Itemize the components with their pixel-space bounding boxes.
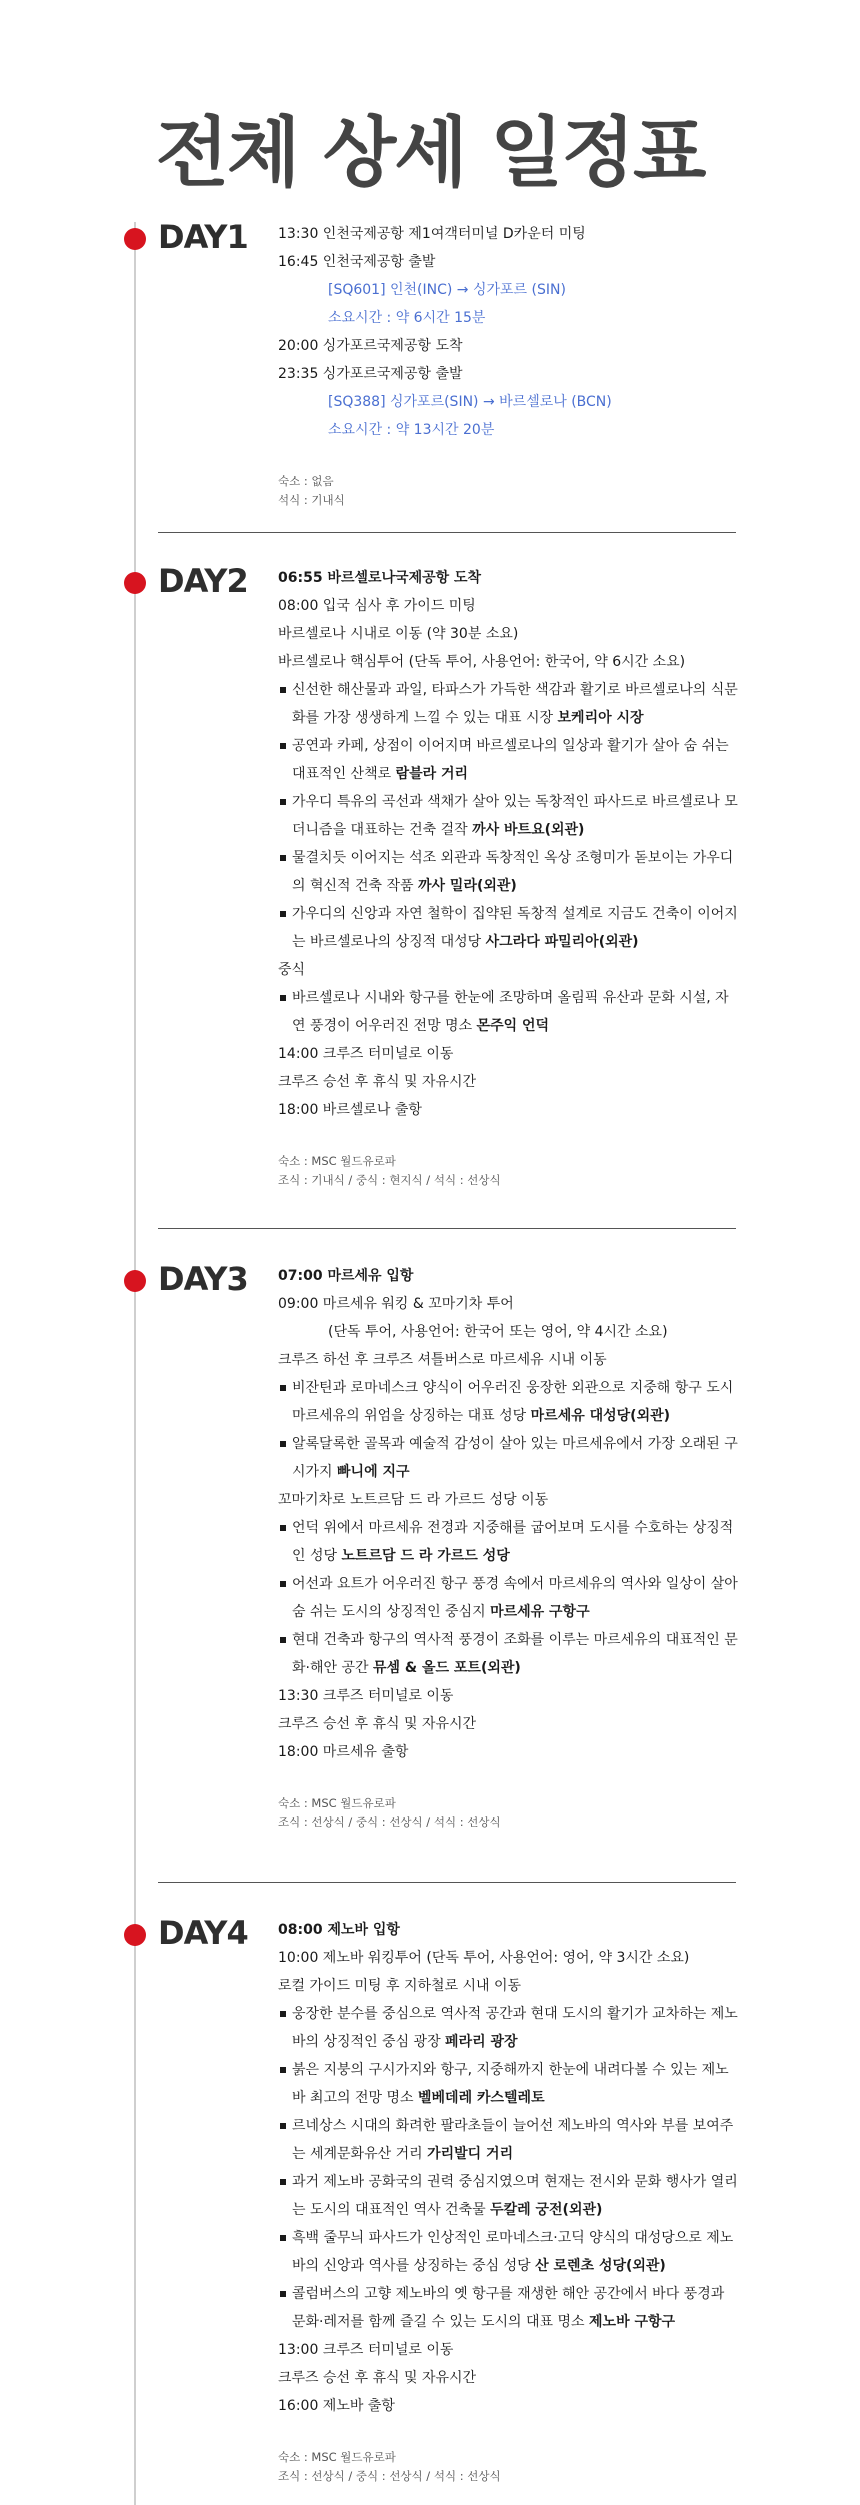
- bullet-text: 붉은 지붕의 구시가지와 항구, 지중해까지 한눈에 내려다볼 수 있는 제노바 최고의 전망 명소: [292, 2062, 729, 2106]
- itinerary-line: 18:00 마르세유 출항: [278, 1744, 409, 1760]
- itinerary-line: 09:00 마르세유 워킹 & 꼬마기차 투어: [278, 1296, 514, 1312]
- meals-text: 석식 : 기내식: [278, 493, 345, 507]
- bullet-highlight: 산 로렌초 성당(외관): [535, 2258, 666, 2274]
- itinerary-bullet: [278, 2056, 738, 2112]
- itinerary-line-highlight: 08:00 제노바 입항: [278, 1922, 400, 1938]
- itinerary-line: 18:00 바르셀로나 출항: [278, 1102, 422, 1118]
- bullet-text: 언덕 위에서 마르세유 전경과 지중해를 굽어보며 도시를 수호하는 상징적인 성당: [292, 1520, 734, 1564]
- itinerary-line: 16:45 인천국제공항 출발: [278, 254, 436, 270]
- itinerary-line: 크루즈 승선 후 휴식 및 자유시간: [278, 1074, 477, 1090]
- itinerary-line: 크루즈 승선 후 휴식 및 자유시간: [278, 2370, 477, 2386]
- itinerary-line: 크루즈 승선 후 휴식 및 자유시간: [278, 1716, 477, 1732]
- bullet-highlight: 보케리아 시장: [557, 710, 644, 726]
- day-itinerary: [278, 1262, 738, 1832]
- itinerary-line: 13:30 크루즈 터미널로 이동: [278, 1688, 454, 1704]
- bullet-highlight: 까사 밀라(외관): [418, 878, 517, 894]
- itinerary-bullet: [278, 2280, 738, 2336]
- itinerary-line: 바르셀로나 시내로 이동 (약 30분 소요): [278, 626, 519, 642]
- itinerary-bullet: [278, 984, 738, 1040]
- bullet-text: 르네상스 시대의 화려한 팔라초들이 늘어선 제노바의 역사와 부를 보여주는 세계문화유산 거리: [292, 2118, 734, 2162]
- bullet-highlight: 마르세유 대성당(외관): [530, 1408, 671, 1424]
- bullet-text: 가우디 특유의 곡선과 색채가 살아 있는 독창적인 파사드로 바르셀로나 모더니즘을 대표하는 건축 걸작: [292, 794, 738, 838]
- itinerary-line: 바르셀로나 핵심투어 (단독 투어, 사용언어: 한국어, 약 6시간 소요): [278, 654, 686, 670]
- bullet-highlight: 람블라 거리: [395, 766, 469, 782]
- bullet-highlight: 빠니에 지구: [337, 1464, 410, 1480]
- bullet-highlight: 가리발디 거리: [427, 2146, 514, 2162]
- itinerary-note: (단독 투어, 사용언어: 한국어 또는 영어, 약 4시간 소요): [328, 1324, 668, 1340]
- itinerary-bullet: [278, 1514, 738, 1570]
- itinerary-line: 13:30 인천국제공항 제1여객터미널 D카운터 미팅: [278, 226, 586, 242]
- itinerary-line: 08:00 입국 심사 후 가이드 미팅: [278, 598, 476, 614]
- bullet-text: 신선한 해산물과 과일, 타파스가 가득한 색감과 활기로 바르셀로나의 식문화를 가장 생생하게 느낄 수 있는 대표 시장: [292, 682, 738, 726]
- flight-info: [SQ601] 인천(INC) → 싱가포르 (SIN): [328, 282, 566, 298]
- bullet-text: 웅장한 분수를 중심으로 역사적 공간과 현대 도시의 활기가 교차하는 제노바의 상징적인 중심 광장: [292, 2006, 738, 2050]
- bullet-highlight: 제노바 구항구: [589, 2314, 676, 2330]
- itinerary-bullet: [278, 1374, 738, 1430]
- lodging-text: 숙소 : MSC 월드유로파: [278, 1796, 396, 1810]
- itinerary-bullet: [278, 732, 738, 788]
- itinerary-bullet: [278, 788, 738, 844]
- lodging-text: 숙소 : 없음: [278, 474, 334, 488]
- itinerary-line: 20:00 싱가포르국제공항 도착: [278, 338, 463, 354]
- bullet-text: 물결치듯 이어지는 석조 외관과 독창적인 옥상 조형미가 돋보이는 가우디의 혁신적 건축 작품: [292, 850, 734, 894]
- timeline-dot: [124, 1924, 146, 1946]
- day-label: DAY3: [158, 1260, 248, 1298]
- itinerary-line: 23:35 싱가포르국제공항 출발: [278, 366, 463, 382]
- day-itinerary: [278, 220, 738, 510]
- bullet-highlight: 마르세유 구항구: [490, 1604, 590, 1620]
- meals-text: 조식 : 선상식 / 중식 : 선상식 / 석식 : 선상식: [278, 1815, 501, 1829]
- itinerary-line: 중식: [278, 962, 306, 978]
- bullet-text: 현대 건축과 항구의 역사적 풍경이 조화를 이루는 마르세유의 대표적인 문화·해안 공간: [292, 1632, 738, 1676]
- bullet-highlight: 페라리 광장: [445, 2034, 518, 2050]
- bullet-text: 흑백 줄무늬 파사드가 인상적인 로마네스크·고딕 양식의 대성당으로 제노바의 신앙과 역사를 상징하는 중심 성당: [292, 2230, 734, 2274]
- itinerary-bullet: [278, 2224, 738, 2280]
- itinerary-line-highlight: 07:00 마르세유 입항: [278, 1268, 414, 1284]
- bullet-highlight: 노트르담 드 라 가르드 성당: [341, 1548, 510, 1564]
- bullet-text: 바르셀로나 시내와 항구를 한눈에 조망하며 올림픽 유산과 문화 시설, 자연 풍경이 어우러진 전망 명소: [292, 990, 729, 1034]
- itinerary-bullet: [278, 2168, 738, 2224]
- itinerary-bullet: [278, 900, 738, 956]
- section-divider: [158, 532, 736, 533]
- itinerary-bullet: [278, 2112, 738, 2168]
- day-label: DAY4: [158, 1914, 248, 1952]
- flight-info: 소요시간 : 약 13시간 20분: [328, 422, 495, 438]
- itinerary-line: 13:00 크루즈 터미널로 이동: [278, 2342, 454, 2358]
- day-label: DAY1: [158, 218, 248, 256]
- itinerary-bullet: [278, 1626, 738, 1682]
- bullet-text: 콜럼버스의 고향 제노바의 옛 항구를 재생한 해안 공간에서 바다 풍경과 문화·레저를 함께 즐길 수 있는 도시의 대표 명소: [292, 2286, 725, 2330]
- section-divider: [158, 1228, 736, 1229]
- bullet-highlight: 벨베데레 카스텔레토: [418, 2090, 545, 2106]
- timeline-line: [134, 222, 136, 2505]
- flight-info: 소요시간 : 약 6시간 15분: [328, 310, 486, 326]
- itinerary-line: 16:00 제노바 출항: [278, 2398, 395, 2414]
- bullet-text: 가우디의 신앙과 자연 철학이 집약된 독창적 설계로 지금도 건축이 이어지는 바르셀로나의 상징적 대성당: [292, 906, 738, 950]
- bullet-text: 공연과 카페, 상점이 이어지며 바르셀로나의 일상과 활기가 살아 숨 쉬는 대표적인 산책로: [292, 738, 729, 782]
- bullet-highlight: 몬주익 언덕: [476, 1018, 550, 1034]
- accommodation-info: [278, 1152, 738, 1190]
- itinerary-line: 14:00 크루즈 터미널로 이동: [278, 1046, 454, 1062]
- bullet-highlight: 까사 바트요(외관): [472, 822, 585, 838]
- itinerary-line: 크루즈 하선 후 크루즈 셔틀버스로 마르세유 시내 이동: [278, 1352, 607, 1368]
- itinerary-line: 꼬마기차로 노트르담 드 라 가르드 성당 이동: [278, 1492, 549, 1508]
- bullet-text: 알록달록한 골목과 예술적 감성이 살아 있는 마르세유에서 가장 오래된 구시가지: [292, 1436, 738, 1480]
- section-divider: [158, 1882, 736, 1883]
- bullet-text: 과거 제노바 공화국의 권력 중심지였으며 현재는 전시와 문화 행사가 열리는 도시의 대표적인 역사 건축물: [292, 2174, 738, 2218]
- bullet-highlight: 뮤셈 & 올드 포트(외관): [372, 1660, 521, 1676]
- lodging-text: 숙소 : MSC 월드유로파: [278, 1154, 396, 1168]
- itinerary-line: 10:00 제노바 워킹투어 (단독 투어, 사용언어: 영어, 약 3시간 소요): [278, 1950, 690, 1966]
- accommodation-info: [278, 472, 738, 510]
- bullet-highlight: 두칼레 궁전(외관): [490, 2202, 603, 2218]
- timeline-dot: [124, 1270, 146, 1292]
- itinerary-line: 로컬 가이드 미팅 후 지하철로 시내 이동: [278, 1978, 522, 1994]
- page-title: 전체 상세 일정표: [155, 108, 705, 197]
- itinerary-bullet: [278, 2000, 738, 2056]
- day-itinerary: [278, 564, 738, 1190]
- itinerary-bullet: [278, 676, 738, 732]
- itinerary-bullet: [278, 844, 738, 900]
- bullet-text: 어선과 요트가 어우러진 항구 풍경 속에서 마르세유의 역사와 일상이 살아 숨 쉬는 도시의 상징적인 중심지: [292, 1576, 738, 1620]
- itinerary-bullet: [278, 1430, 738, 1486]
- meals-text: 조식 : 기내식 / 중식 : 현지식 / 석식 : 선상식: [278, 1173, 501, 1187]
- meals-text: 조식 : 선상식 / 중식 : 선상식 / 석식 : 선상식: [278, 2469, 501, 2483]
- timeline-dot: [124, 228, 146, 250]
- bullet-highlight: 사그라다 파밀리아(외관): [485, 934, 639, 950]
- day-label: DAY2: [158, 562, 248, 600]
- itinerary-line-highlight: 06:55 바르셀로나국제공항 도착: [278, 570, 482, 586]
- day-itinerary: [278, 1916, 738, 2486]
- timeline-dot: [124, 572, 146, 594]
- itinerary-bullet: [278, 1570, 738, 1626]
- bullet-text: 비잔틴과 로마네스크 양식이 어우러진 웅장한 외관으로 지중해 항구 도시 마르세유의 위엄을 상징하는 대표 성당: [292, 1380, 734, 1424]
- flight-info: [SQ388] 싱가포르(SIN) → 바르셀로나 (BCN): [328, 394, 612, 410]
- accommodation-info: [278, 2448, 738, 2486]
- accommodation-info: [278, 1794, 738, 1832]
- lodging-text: 숙소 : MSC 월드유로파: [278, 2450, 396, 2464]
